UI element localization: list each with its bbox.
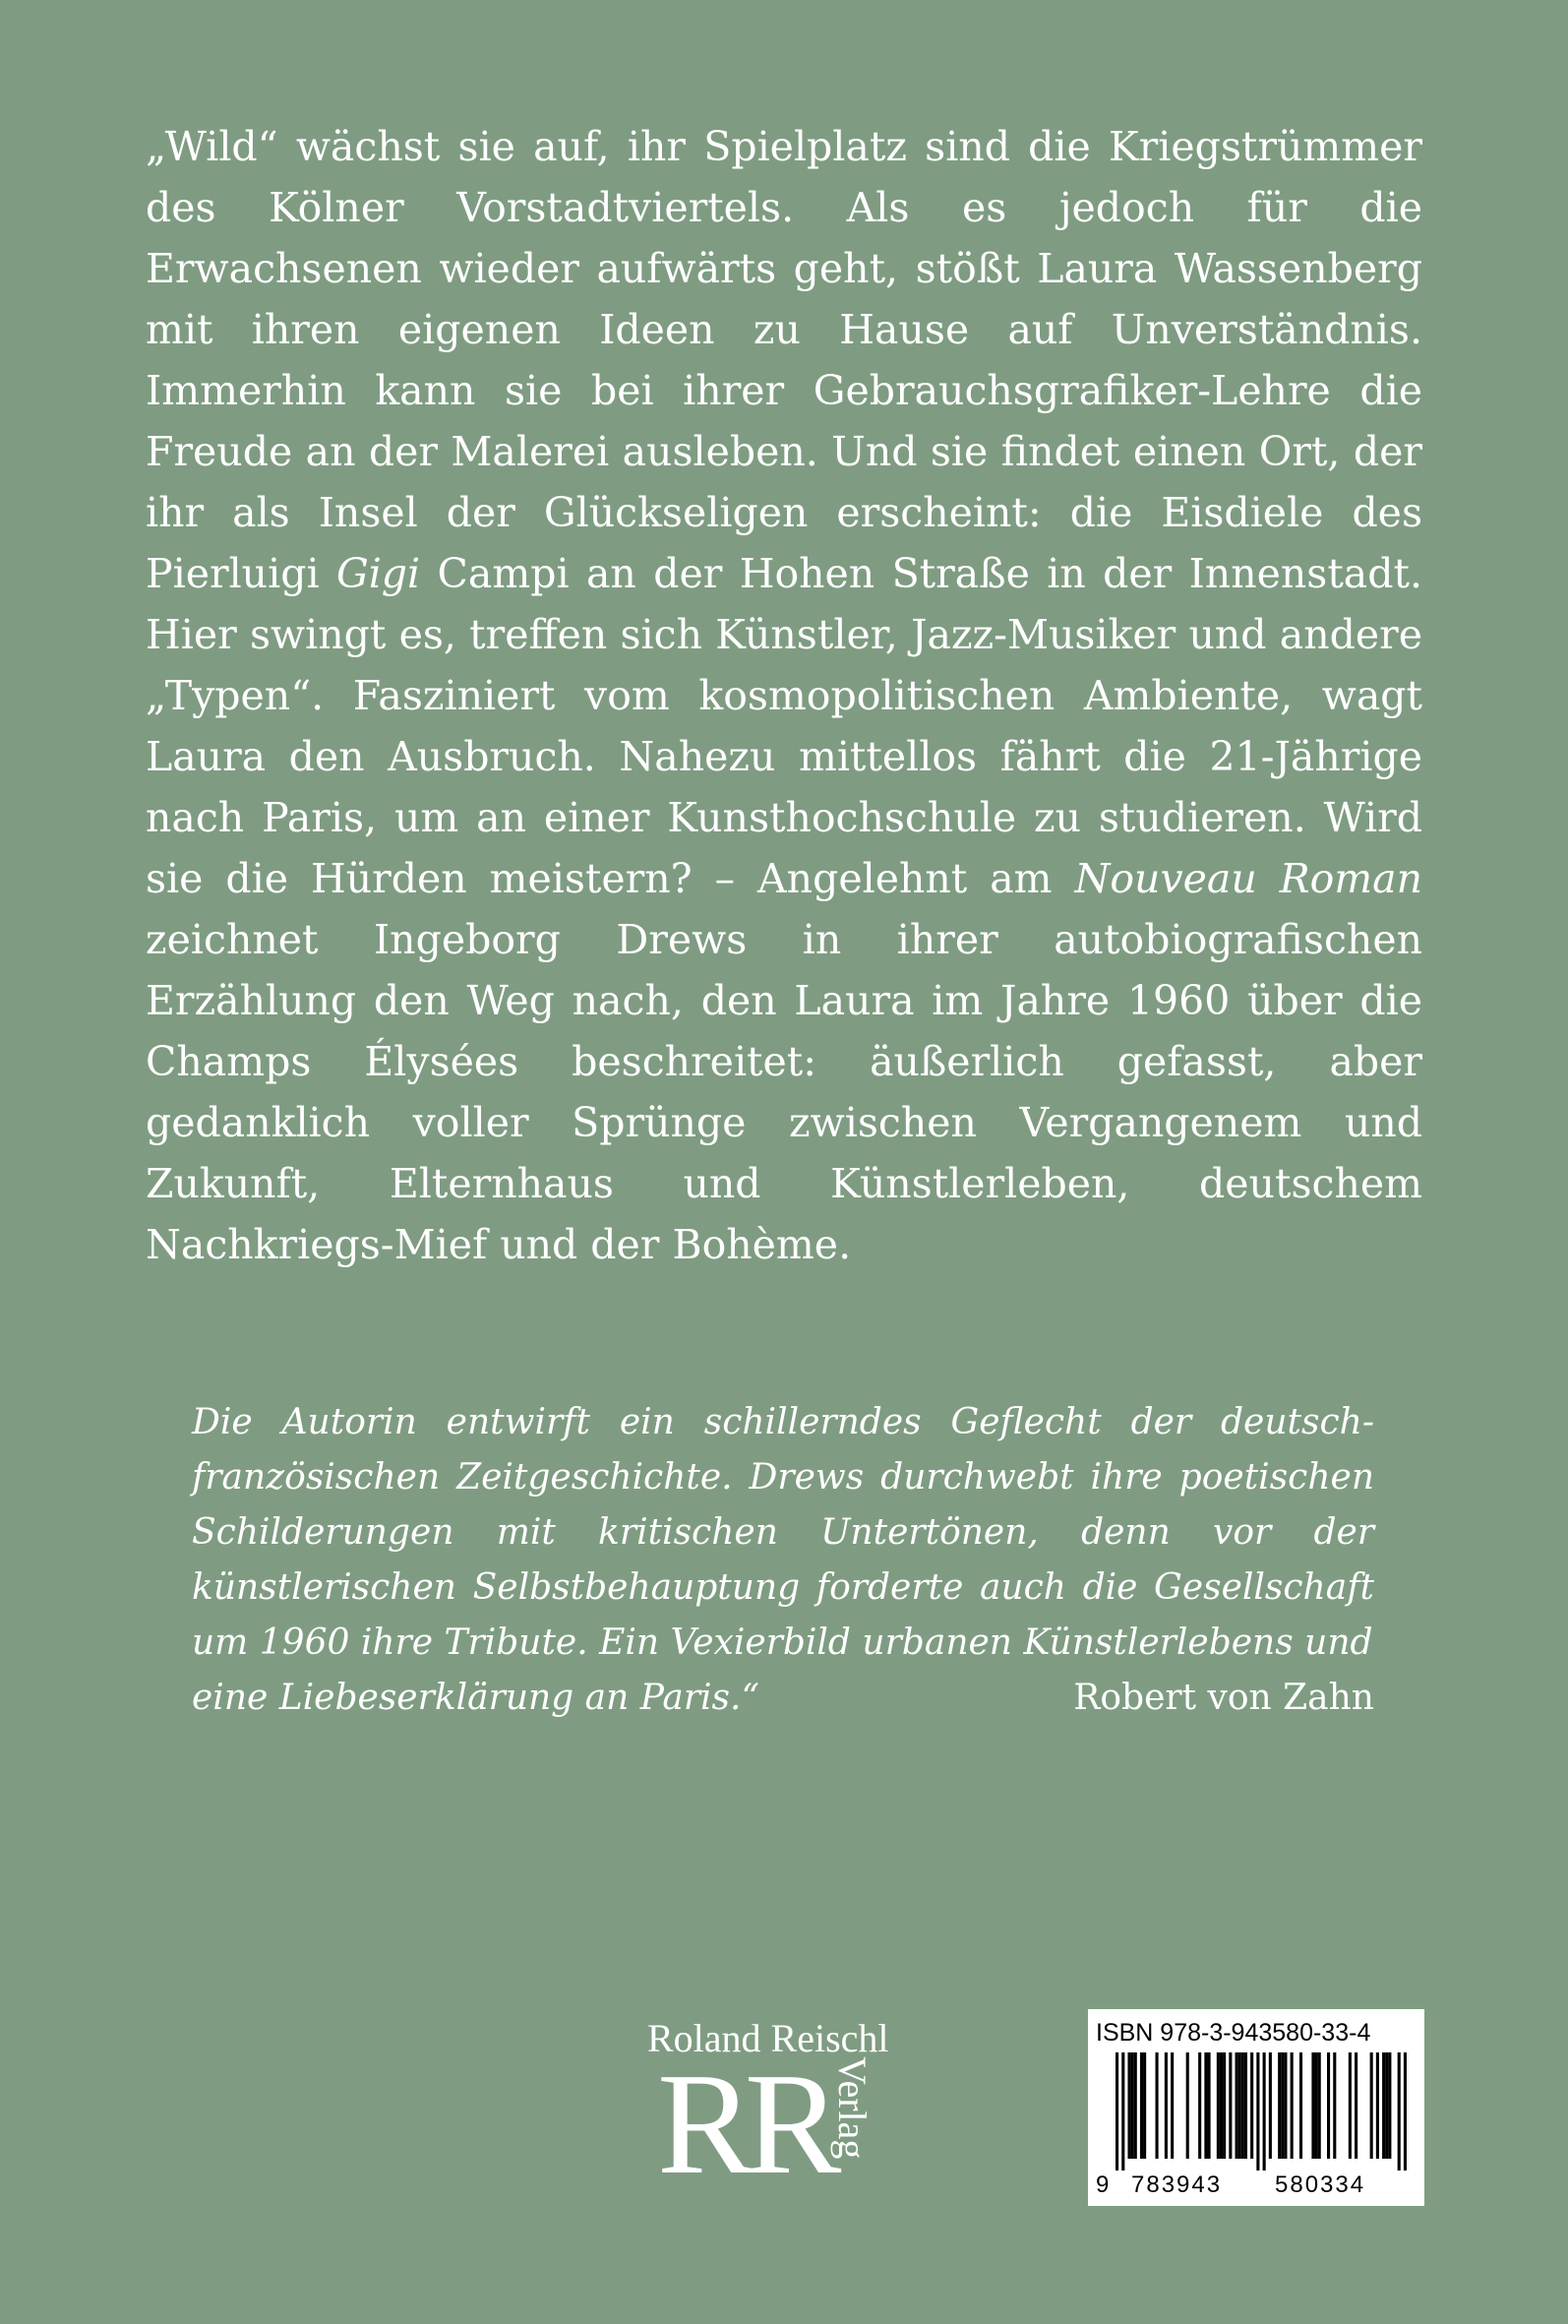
barcode-bar (1220, 2052, 1223, 2159)
barcode-bars (1116, 2052, 1407, 2171)
barcode-bar (1269, 2052, 1272, 2159)
barcode-bar (1238, 2052, 1241, 2159)
barcode-bar (1281, 2052, 1284, 2159)
isbn-label: ISBN 978-3-943580-33-4 (1096, 2019, 1371, 2047)
barcode-bar (1355, 2052, 1357, 2159)
barcode-bar (1311, 2052, 1314, 2159)
barcode-bar (1263, 2052, 1266, 2171)
barcode-bar (1156, 2052, 1159, 2159)
barcode-bar (1333, 2052, 1336, 2159)
blurb-part: „Wild“ wächst sie auf, ihr Spielplatz sind die Kriegstrümmer des Kölner Vorstadtviertels. Als es jedoch für die Erwachsenen wieder aufwärts geht, stößt Laura Wassenberg mit ihren eigenen Ideen zu Hause auf Unverständnis. Immerhin kann sie bei ihrer Gebrauchsgrafiker-Lehre die Freude an der Malerei ausleben. Und sie findet einen Ort, der ihr als Insel der Glückseligen erscheint: die Eisdiele des Pierluigi (146, 123, 1422, 597)
barcode-bar (1284, 2052, 1287, 2159)
barcode-bar (1127, 2052, 1130, 2159)
barcode-bar (1376, 2052, 1379, 2159)
barcode-bar (1171, 2052, 1174, 2159)
barcode-bar (1315, 2052, 1318, 2159)
barcode-digits-right: 580334 (1275, 2171, 1366, 2198)
blurb-part-italic: Gigi (335, 550, 421, 597)
barcode-bar (1140, 2052, 1143, 2159)
barcode-bar (1207, 2052, 1210, 2159)
barcode-bar (1327, 2052, 1330, 2159)
barcode-bar (1250, 2052, 1253, 2159)
publisher-logo (637, 2015, 933, 2205)
barcode-bar (1204, 2052, 1207, 2159)
barcode-bar (1241, 2052, 1244, 2159)
barcode-bar (1165, 2052, 1168, 2159)
review-quote (192, 1395, 1374, 1726)
publisher-monogram: RR (657, 2044, 832, 2205)
barcode-bar (1404, 2052, 1407, 2171)
barcode-bar (1318, 2052, 1321, 2159)
barcode-bar (1278, 2052, 1281, 2159)
blurb-part: zeichnet Ingeborg Drews in ihrer autobiografischen Erzählung den Weg nach, den Laura im Jahre 1960 über die Champs Élysées beschreitet: äußerlich gefasst, aber gedanklich voller Sprünge zwischen Vergangenem und Zukunft, Elternhaus und Künstlerleben, deutschem Nachkriegs-Mief und der Bohème. (146, 916, 1422, 1268)
barcode-bar (1134, 2052, 1137, 2159)
blurb-part-italic: Nouveau Roman (1074, 855, 1422, 902)
blurb-part: Campi an der Hohen Straße in der Innenstadt. Hier swingt es, treffen sich Künstler, Jazz-Musiker und andere „Typen“. Fasziniert vom kosmopolitischen Ambiente, wagt Laura den Ausbruch. Nahezu mittellos fährt die 21-Jährige nach Paris, um an einer Kunsthochschule zu studieren. Wird sie die Hürden meistern? – Angelehnt am (146, 550, 1422, 902)
review-quote-last-line (192, 1671, 1374, 1726)
barcode-bar (1186, 2052, 1189, 2159)
publisher-side-label: Verlag (830, 2056, 874, 2160)
barcode-digits-left: 783943 (1131, 2171, 1223, 2198)
review-quote-body: Die Autorin entwirft ein schillerndes Geflecht der deutsch-französischen Zeitgeschichte. Drews durchwebt ihre poetischen Schilderungen mit kritischen Untertönen, denn vor der künstlerischen Selbstbehauptung forderte auch die Gesellschaft um 1960 ihre Tribute. Ein Vexierbild urbanen Künstlerlebens und (192, 1402, 1374, 1663)
barcode-bar (1244, 2052, 1247, 2159)
review-author: Robert von Zahn (1073, 1678, 1374, 1718)
barcode-bar (1116, 2052, 1118, 2171)
barcode-bar (1229, 2052, 1232, 2159)
isbn-barcode (1088, 2009, 1424, 2206)
barcode-bar (1388, 2052, 1391, 2159)
barcode-bar (1223, 2052, 1226, 2159)
barcode-bar (1256, 2052, 1259, 2171)
barcode-bar (1236, 2052, 1238, 2159)
barcode-bar (1291, 2052, 1294, 2159)
barcode-bar (1370, 2052, 1373, 2159)
barcode-bar (1349, 2052, 1352, 2159)
barcode-digit-first: 9 (1096, 2171, 1110, 2198)
barcode-bar (1299, 2052, 1302, 2159)
barcode-bar (1382, 2052, 1385, 2159)
publisher-name: Roland Reischl (647, 2016, 889, 2060)
barcode-bar (1398, 2052, 1401, 2171)
barcode-bar (1131, 2052, 1134, 2159)
review-quote-ending: eine Liebeserklärung an Paris.“ (192, 1678, 759, 1718)
barcode-bar (1217, 2052, 1220, 2159)
barcode-bar (1143, 2052, 1146, 2159)
barcode-bar (1198, 2052, 1201, 2159)
barcode-bar (1121, 2052, 1124, 2171)
barcode-bar (1385, 2052, 1388, 2159)
blurb-text (146, 116, 1422, 1275)
